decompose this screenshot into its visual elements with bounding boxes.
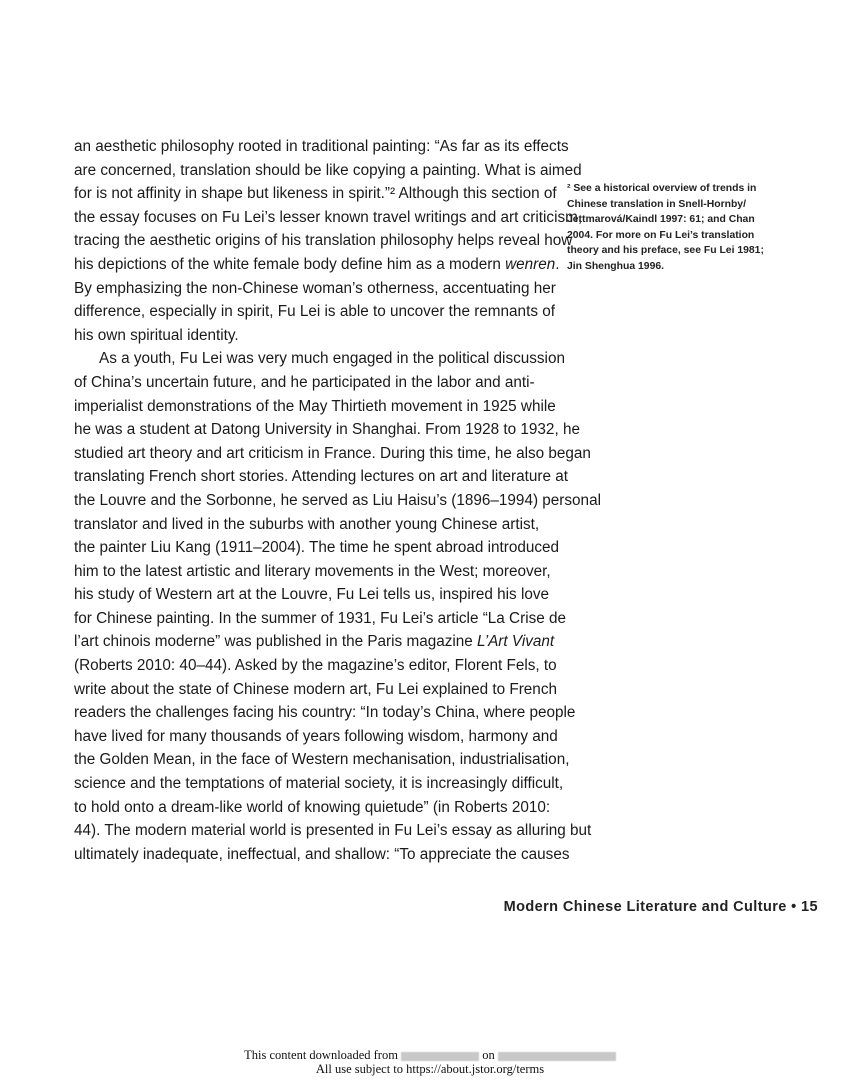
text-line (74, 442, 591, 466)
footnote-line: theory and his preface, see Fu Lei 1981; (567, 245, 764, 257)
footnote-line: 2004. For more on Fu Lei’s translation (567, 229, 755, 241)
text-segment: ultimately inadequate, ineffectual, and shallow: “To appreciate the causes (74, 845, 570, 863)
text-line (74, 536, 560, 560)
text-segment: 44). The modern material world is presented in Fu Lei’s essay as alluring but (74, 822, 592, 840)
text-line (74, 395, 556, 419)
text-line (74, 206, 583, 230)
italic-text: L’Art Vivant (477, 633, 555, 651)
text-line (74, 630, 555, 654)
footnote (567, 181, 777, 275)
text-segment: to hold onto a dream-like world of knowing quietude” (in Roberts 2010: (74, 798, 551, 816)
jstor-download-line (0, 1048, 860, 1062)
text-line (74, 772, 564, 796)
text-segment: have lived for many thousands of years following wisdom, harmony and (74, 727, 558, 745)
text-line (74, 513, 540, 537)
text-segment: translator and lived in the suburbs with another young Chinese artist, (74, 515, 540, 533)
text-line (74, 489, 601, 513)
text-segment: he was a student at Datong University in Shanghai. From 1928 to 1932, he (74, 421, 580, 439)
text-segment: an aesthetic philosophy rooted in traditional painting: “As far as its effects (74, 138, 569, 155)
text-segment: l’art chinois moderne” was published in the Paris magazine (74, 633, 478, 651)
text-segment: readers the challenges facing his country: “In today’s China, where people (74, 704, 576, 722)
text-segment: As a youth, Fu Lei was very much engaged in the political discussion (99, 350, 565, 368)
italic-text: wenren (505, 255, 556, 273)
running-footer: Modern Chinese Literature and Culture • 15 (503, 899, 818, 915)
text-segment: tracing the aesthetic origins of his translation philosophy helps reveal how (74, 232, 573, 250)
text-line (74, 229, 573, 253)
text-segment: the Golden Mean, in the face of Western mechanisation, industrialisation, (74, 751, 570, 769)
text-segment: By emphasizing the non-Chinese woman’s otherness, accentuating her (74, 279, 556, 297)
text-line (74, 796, 551, 820)
text-line (74, 583, 550, 607)
text-segment: are concerned, translation should be like copying a painting. What is aimed (74, 161, 582, 179)
text-line (74, 135, 569, 159)
text-segment: of China’s uncertain future, and he participated in the labor and anti- (74, 373, 535, 391)
text-line (74, 253, 560, 277)
text-line (74, 607, 567, 631)
text-segment: (Roberts 2010: 40–44). Asked by the magazine’s editor, Florent Fels, to (74, 657, 557, 675)
text-segment: the Louvre and the Sorbonne, he served as Liu Haisu’s (1896–1994) personal (74, 491, 601, 509)
text-line (74, 371, 535, 395)
text-segment: his depictions of the white female body define him as a modern (74, 255, 506, 273)
text-line (74, 678, 557, 702)
footnote-line: Jettmarová/Kaindl 1997: 61; and Chan (567, 214, 755, 226)
redacted-timestamp (498, 1052, 616, 1061)
text-segment: imperialist demonstrations of the May Thirtieth movement in 1925 while (74, 397, 556, 415)
text-line (74, 819, 592, 843)
text-line (74, 159, 582, 183)
footnote-line: ² See a historical overview of trends in (567, 183, 757, 194)
text-segment: translating French short stories. Attending lectures on art and literature at (74, 468, 569, 486)
text-segment: science and the temptations of material society, it is increasingly difficult, (74, 775, 564, 793)
text-line (74, 182, 557, 206)
text-segment: write about the state of Chinese modern art, Fu Lei explained to French (74, 680, 557, 698)
redacted-ip (401, 1052, 479, 1061)
text-line (74, 701, 576, 725)
jstor-terms-line: All use subject to https://about.jstor.org/terms (315, 1062, 545, 1076)
text-segment: him to the latest artistic and literary movements in the West; moreover, (74, 562, 551, 580)
text-segment: studied art theory and art criticism in France. During this time, he also began (74, 444, 591, 462)
text-line (74, 748, 570, 772)
text-segment: difference, especially in spirit, Fu Lei is able to uncover the remnants of (74, 303, 555, 321)
footnote-line: Jin Shenghua 1996. (567, 260, 665, 272)
text-segment: his study of Western art at the Louvre, Fu Lei tells us, inspired his love (74, 586, 550, 604)
text-segment: . (555, 255, 560, 273)
text-line (74, 654, 557, 678)
text-line (74, 418, 580, 442)
text-segment: for is not affinity in shape but likeness in spirit.”² Although this section of (74, 185, 557, 203)
text-line (74, 324, 531, 348)
jstor-download-prefix: This content downloaded from (244, 1048, 398, 1062)
text-segment: for Chinese painting. In the summer of 1931, Fu Lei’s article “La Crise de (74, 609, 567, 627)
text-line (74, 725, 558, 749)
text-line (74, 465, 569, 489)
text-line (74, 277, 556, 301)
text-segment: the essay focuses on Fu Lei’s lesser known travel writings and art criticism, (74, 208, 583, 226)
footnote-line: Chinese translation in Snell-Hornby/ (567, 198, 746, 210)
text-line (74, 347, 565, 371)
body-text (74, 135, 601, 866)
text-segment: his own spiritual identity. (74, 326, 239, 344)
text-line (74, 843, 570, 867)
text-segment: the painter Liu Kang (1911–2004). The time he spent abroad introduced (74, 539, 560, 557)
text-line (74, 560, 551, 584)
text-line (74, 300, 555, 324)
jstor-on: on (482, 1048, 495, 1062)
jstor-notice (0, 1048, 860, 1076)
